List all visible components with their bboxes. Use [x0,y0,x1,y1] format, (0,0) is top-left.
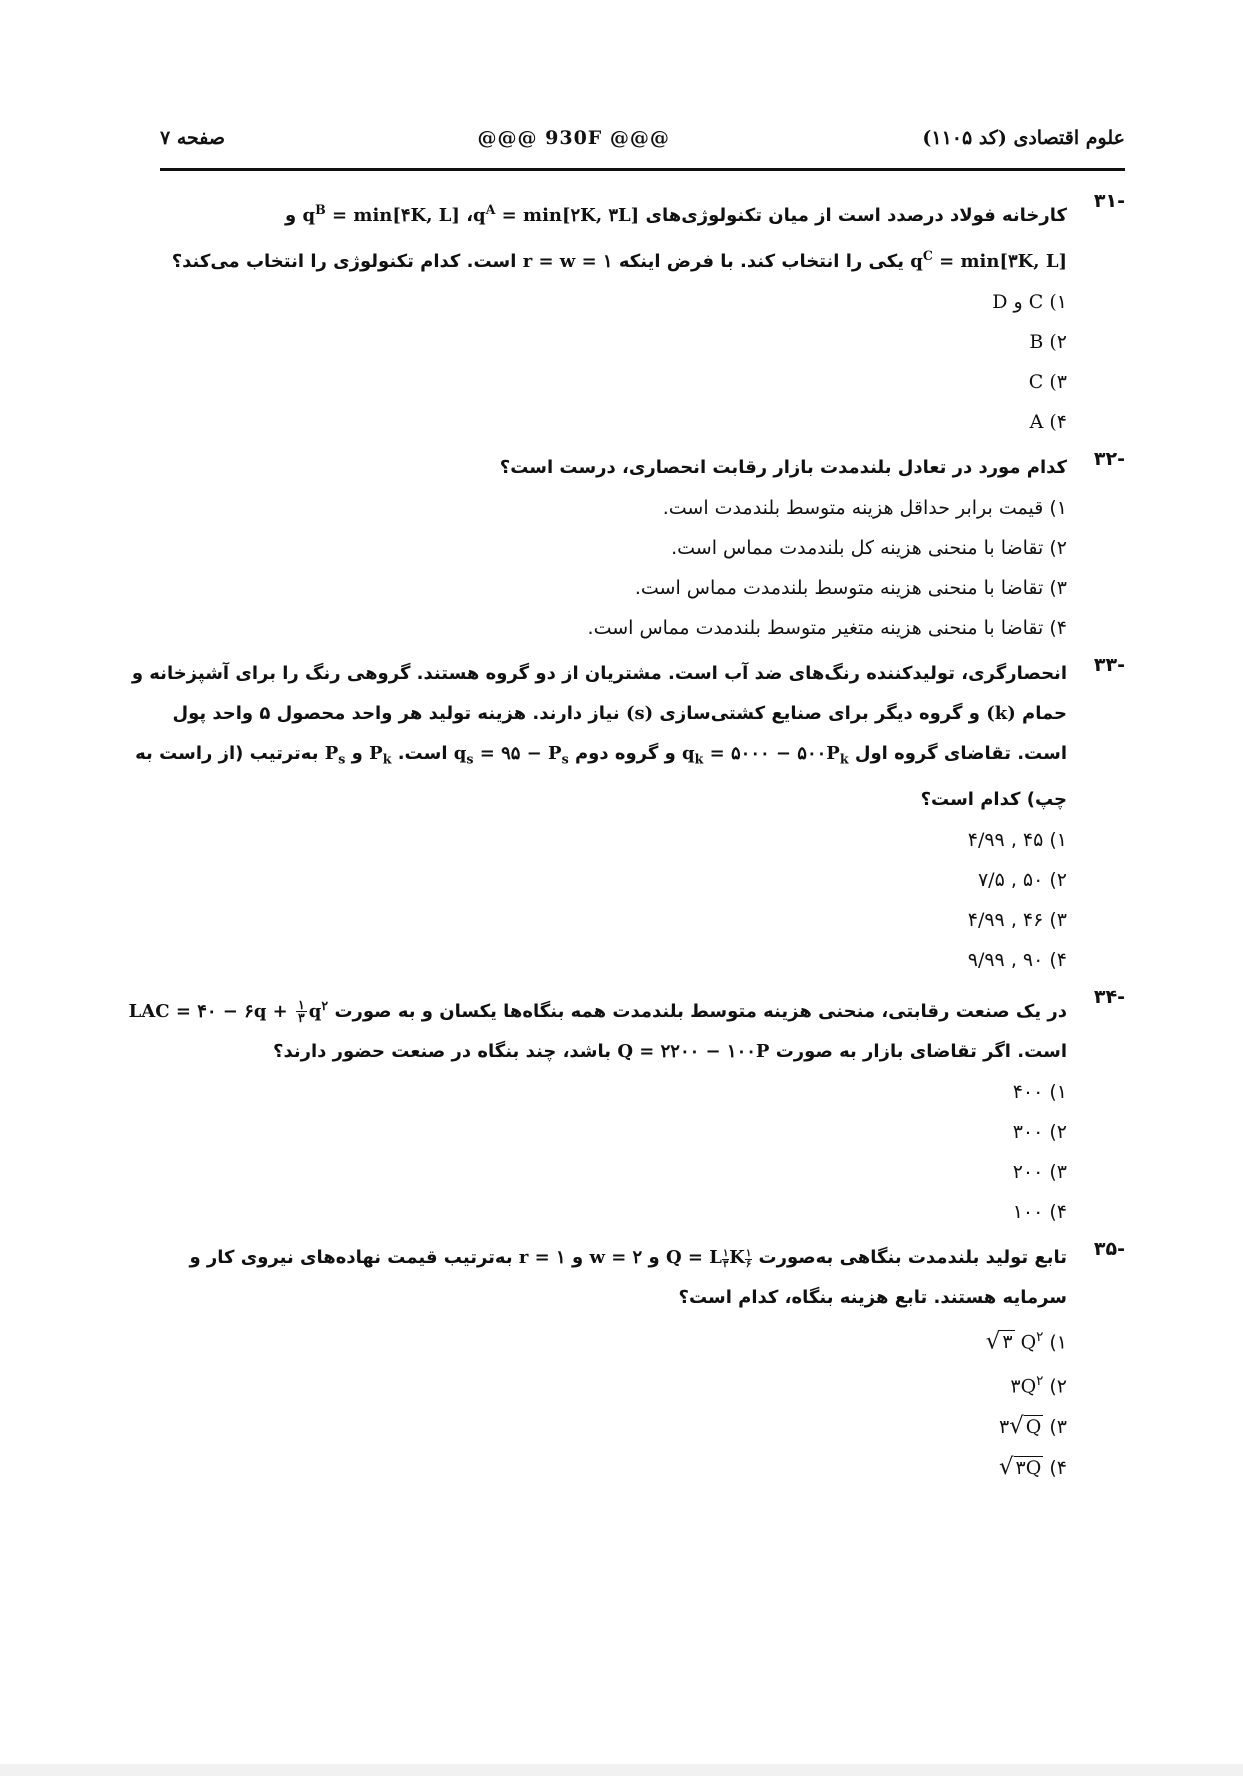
stem-text: و گروه دوم [574,743,676,764]
stem-text: و [351,743,363,764]
question-number: -۳۵ [1093,1237,1125,1260]
fraction-numerator: ۱ [298,996,305,1012]
page-bottom-strip [0,1764,1243,1776]
demand-k-formula: $q_k$ = ۵۰۰۰ − $۵۰۰P_k$ [682,743,849,767]
rent-formula: r = ۱ [518,1246,566,1268]
option-3[interactable]: ۳) ۲۰۰ [1012,1160,1067,1183]
option-1[interactable]: ۱) قیمت برابر حداقل هزینه متوسط بلندمدت است. [662,497,1067,519]
questions [120,190,1125,1494]
sqrt-icon: √ [998,1454,1014,1481]
option-formula [986,1318,1044,1362]
option-2[interactable]: ۲) تقاضا با منحنی هزینه کل بلندمدت مماس است. [671,537,1067,559]
stem-text: باشد، چند بنگاه در صنعت حضور دارند؟ [273,1040,612,1062]
option-3[interactable] [120,1406,1067,1447]
market-demand-formula: Q = ۲۲۰۰ − ۱۰۰P [617,1040,770,1062]
price-k-symbol: $P_k$ [369,743,392,767]
formula-exponent: ۲ [1036,1373,1044,1389]
question-34 [120,986,1125,1232]
formula-coefficient: ۳ [998,1416,1010,1439]
page-header [160,118,1125,158]
question-32 [120,448,1125,648]
lac-q: q [308,1000,322,1022]
stem-text: به‌ترتیب قیمت نهاده‌های نیروی کار و سرمایه هستند. تابع هزینه بنگاه، کدام است؟ [189,1246,1067,1308]
radicand: Q [1025,1416,1042,1439]
stem-text: به‌ترتیب (از راست به چپ) کدام است؟ [135,743,1067,810]
exp-denominator: ۳ [722,1258,729,1270]
question-number: -۳۲ [1093,448,1125,470]
option-2[interactable] [120,1362,1067,1406]
stem-text: تابع تولید بلندمدت بنگاهی به‌صورت [758,1246,1067,1268]
options [120,282,1067,442]
sqrt-icon: √ [985,1327,1001,1354]
stem-text: یکی را انتخاب کند. با فرض اینکه [618,251,904,272]
option-formula [1010,1362,1043,1406]
pf-k: K [729,1246,745,1268]
radicand: ۳Q [1015,1457,1042,1480]
option-3[interactable]: ۳) تقاضا با منحنی هزینه متوسط بلندمدت مماس است. [634,577,1067,599]
exp-numerator: ۱ [745,1247,752,1259]
radicand: ۳ [1002,1330,1013,1353]
production-function [666,1238,752,1278]
pf-lhs: Q = L [665,1246,722,1268]
option-1[interactable] [120,1318,1067,1362]
option-2[interactable]: ۲) ۳۰۰ [1012,1120,1067,1143]
lac-formula [129,986,329,1032]
option-formula [999,1406,1043,1447]
formula-exponent: ۲ [1036,1329,1044,1345]
option-4[interactable]: ۴) ۱۰۰ [1012,1200,1067,1223]
page-number: صفحه ۷ [160,127,226,149]
question-stem [120,1238,1067,1318]
tech-c-formula: $q^C$ = min[۳K, L] [910,248,1067,272]
demand-s-formula: $q_s$ = ۹۵ − $P_s$ [453,743,569,767]
stem-text: و گروه دیگر برای صنایع کشتی‌سازی [659,703,980,724]
option-4[interactable] [120,1447,1067,1488]
tech-b-formula: $q^B$ = min[۴K, L] [302,202,460,226]
lac-fraction [296,996,307,1026]
exp-numerator: ۱ [722,1247,729,1259]
option-number: ۳) [1049,1416,1067,1439]
subject-title: علوم اقتصادی (کد ۱۱۰۵) [922,127,1125,149]
question-stem [120,654,1067,820]
options [120,1318,1067,1489]
fraction-denominator: ۳ [298,1010,305,1026]
question-number: -۳۴ [1093,985,1125,1008]
question-33 [120,654,1125,980]
option-1[interactable]: ۱) ۴۰۰ [1012,1080,1067,1103]
option-number: ۲) [1049,1375,1067,1398]
stem-separator: ، [466,205,474,226]
question-stem: کدام مورد در تعادل بلندمدت بازار رقابت انحصاری، درست است؟ [499,457,1067,478]
option-1[interactable]: ۱) C و D [992,291,1067,313]
stem-text: است. [397,743,448,764]
stem-text: است. اگر تقاضای بازار به صورت [775,1040,1067,1062]
stem-text: نیاز دارند. هزینه تولید هر واحد محصول ۵ واحد پول است. تقاضای گروه اول [172,703,1067,764]
tech-a-formula: $q^A$ = min[۲K, ۳L] [473,202,640,226]
options [120,820,1067,980]
formula-base: ۳Q [1010,1375,1037,1398]
price-formula: r = w = ۱ [522,251,613,272]
stem-text: و [571,1246,584,1268]
question-stem [120,190,1067,282]
question-stem [120,986,1067,1072]
stem-text: و [285,205,297,226]
stem-text: انحصارگری، تولیدکننده رنگ‌های ضد آب است. مشتریان از دو گروه هستند. گروهی رنگ را برای آشپزخانه و حمام [131,663,1067,724]
group-k-label: (k) [986,703,1016,724]
k-exponent [745,1249,752,1270]
price-s-symbol: $P_s$ [324,743,346,767]
option-4[interactable]: ۴) A [1029,411,1067,433]
option-2[interactable]: ۲) ۵۰ , ۷/۵ [977,868,1067,891]
question-35 [120,1238,1125,1489]
option-3[interactable]: ۳) ۴۶ , ۴/۹۹ [967,908,1067,931]
question-number: -۳۳ [1093,654,1125,676]
option-1[interactable]: ۱) ۴۵ , ۴/۹۹ [967,828,1067,851]
option-2[interactable]: ۲) B [1029,331,1067,353]
sqrt-icon: √ [1009,1413,1024,1440]
group-s-label: (s) [625,703,654,724]
exam-code: @@@ 930F @@@ [477,127,670,149]
option-formula [999,1447,1043,1488]
option-4[interactable]: ۴) تقاضا با منحنی هزینه متغیر متوسط بلندمدت مماس است. [587,617,1067,639]
wage-formula: w = ۲ [589,1246,643,1268]
options [120,488,1067,648]
stem-text: است. کدام تکنولوژی را انتخاب می‌کند؟ [171,251,517,272]
lac-exponent: ۲ [321,997,329,1013]
options [120,1072,1067,1232]
option-number: ۴) [1049,1457,1067,1480]
question-31 [120,190,1125,442]
option-3[interactable]: ۳) C [1028,371,1067,393]
stem-text: و [648,1246,660,1268]
stem-text: در یک صنعت رقابتی، منحنی هزینه متوسط بلندمدت همه بنگاه‌ها یکسان و به صورت [334,1000,1067,1022]
formula-q: Q [1020,1330,1037,1353]
lac-lhs: LAC = ۴۰ − ۶q + [128,1000,295,1022]
exp-denominator: ۶ [745,1258,752,1270]
question-number: -۳۱ [1093,190,1125,212]
option-number: ۱) [1049,1330,1067,1353]
header-divider [160,168,1125,171]
stem-text: کارخانه فولاد درصدد است از میان تکنولوژی‌های [645,205,1067,226]
option-4[interactable]: ۴) ۹۰ , ۹/۹۹ [967,948,1067,971]
